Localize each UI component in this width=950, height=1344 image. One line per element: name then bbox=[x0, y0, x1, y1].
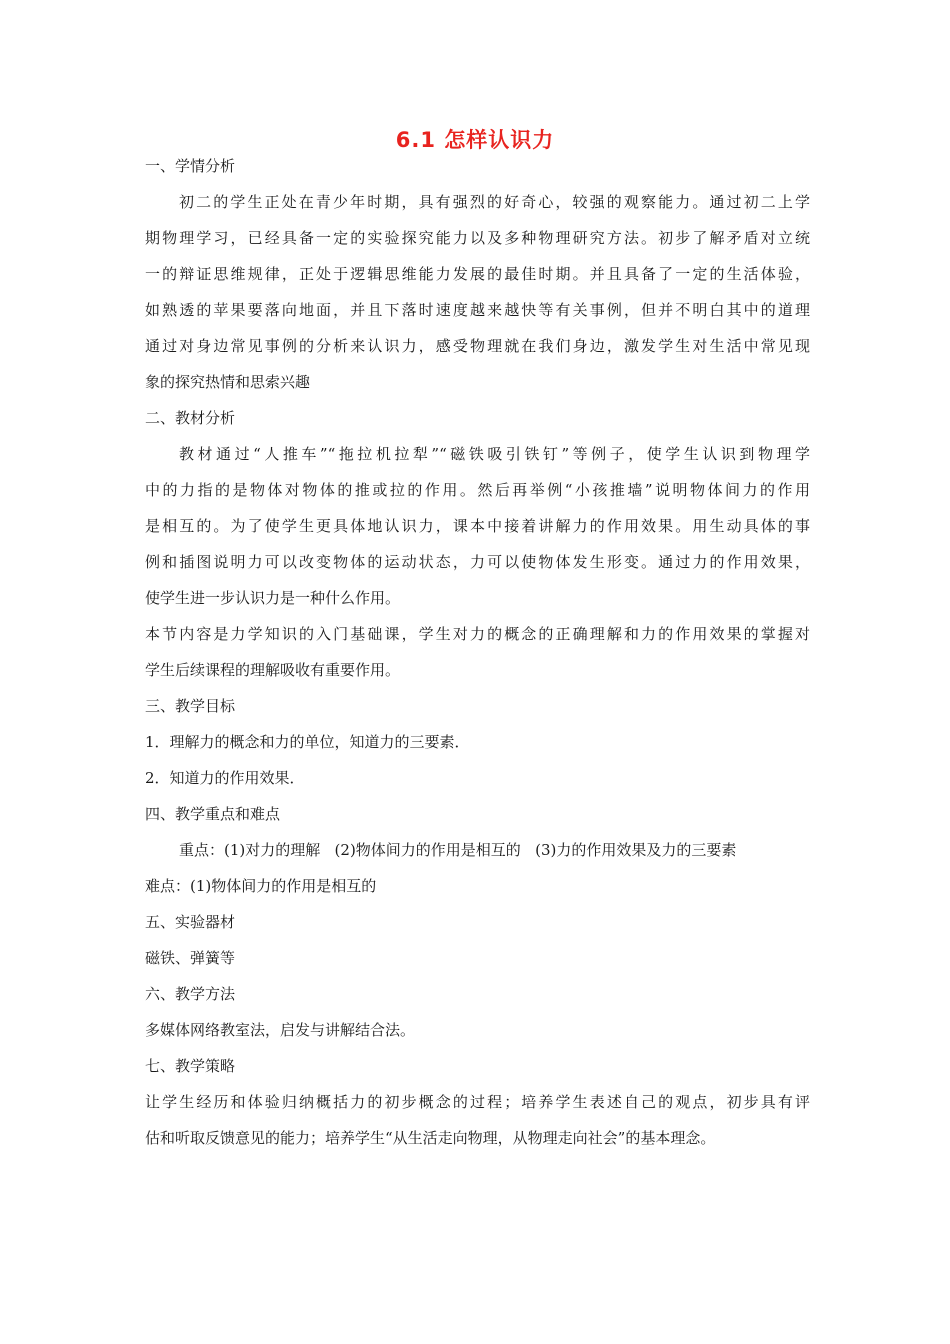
paragraph-line: 一的辩证思维规律，正处于逻辑思维能力发展的最佳时期。并且具备了一定的生活体验， bbox=[145, 265, 810, 283]
section-heading-key-points: 四、教学重点和难点 bbox=[145, 805, 281, 823]
paragraph-line: 如熟透的苹果要落向地面，并且下落时速度越来越快等有关事例，但并不明白其中的道理 bbox=[145, 301, 810, 319]
difficulty-line: 难点：(1)物体间力的作用是相互的 bbox=[145, 877, 377, 895]
paragraph-line: 学生后续课程的理解吸收有重要作用。 bbox=[145, 661, 401, 679]
goal-item: 1．理解力的概念和力的单位，知道力的三要素． bbox=[145, 733, 470, 751]
paragraph-line: 本节内容是力学知识的入门基础课，学生对力的概念的正确理解和力的作用效果的掌握对 bbox=[145, 625, 810, 643]
paragraph-line: 通过对身边常见事例的分析来认识力，感受物理就在我们身边，激发学生对生活中常见现 bbox=[145, 337, 810, 355]
document-body bbox=[145, 148, 810, 1156]
section-heading-equipment: 五、实验器材 bbox=[145, 913, 236, 931]
section-heading-teaching-goals: 三、教学目标 bbox=[145, 697, 236, 715]
section-heading-methods: 六、教学方法 bbox=[145, 985, 236, 1003]
paragraph-line: 中的力指的是物体对物体的推或拉的作用。然后再举例“小孩推墙”说明物体间力的作用 bbox=[145, 481, 810, 499]
paragraph-line: 期物理学习，已经具备一定的实验探究能力以及多种物理研究方法。初步了解矛盾对立统 bbox=[145, 229, 810, 247]
section-heading-strategy: 七、教学策略 bbox=[145, 1057, 236, 1075]
document-title: 6.1 怎样认识力 bbox=[395, 128, 555, 152]
paragraph-line: 估和听取反馈意见的能力；培养学生“从生活走向物理，从物理走向社会”的基本理念。 bbox=[145, 1129, 716, 1147]
goal-item: 2．知道力的作用效果． bbox=[145, 769, 305, 787]
paragraph-line: 让学生经历和体验归纳概括力的初步概念的过程；培养学生表述自己的观点，初步具有评 bbox=[145, 1093, 810, 1111]
key-points-line: 重点：(1)对力的理解 (2)物体间力的作用是相互的 (3)力的作用效果及力的三要素 bbox=[179, 841, 737, 859]
paragraph-line: 教材通过“人推车”“拖拉机拉犁”“磁铁吸引铁钉”等例子，使学生认识到物理学 bbox=[179, 445, 810, 463]
section-heading-textbook-analysis: 二、教材分析 bbox=[145, 409, 236, 427]
paragraph-line: 初二的学生正处在青少年时期，具有强烈的好奇心，较强的观察能力。通过初二上学 bbox=[179, 193, 810, 211]
paragraph-line: 是相互的。为了使学生更具体地认识力，课本中接着讲解力的作用效果。用生动具体的事 bbox=[145, 517, 810, 535]
paragraph-line: 使学生进一步认识力是一种什么作用。 bbox=[145, 589, 401, 607]
methods-line: 多媒体网络教室法，启发与讲解结合法。 bbox=[145, 1021, 416, 1039]
equipment-line: 磁铁、弹簧等 bbox=[145, 949, 236, 967]
paragraph-line: 象的探究热情和思索兴趣 bbox=[145, 373, 311, 391]
paragraph-line: 例和插图说明力可以改变物体的运动状态，力可以使物体发生形变。通过力的作用效果， bbox=[145, 553, 810, 571]
section-heading-learner-analysis: 一、学情分析 bbox=[145, 157, 236, 175]
